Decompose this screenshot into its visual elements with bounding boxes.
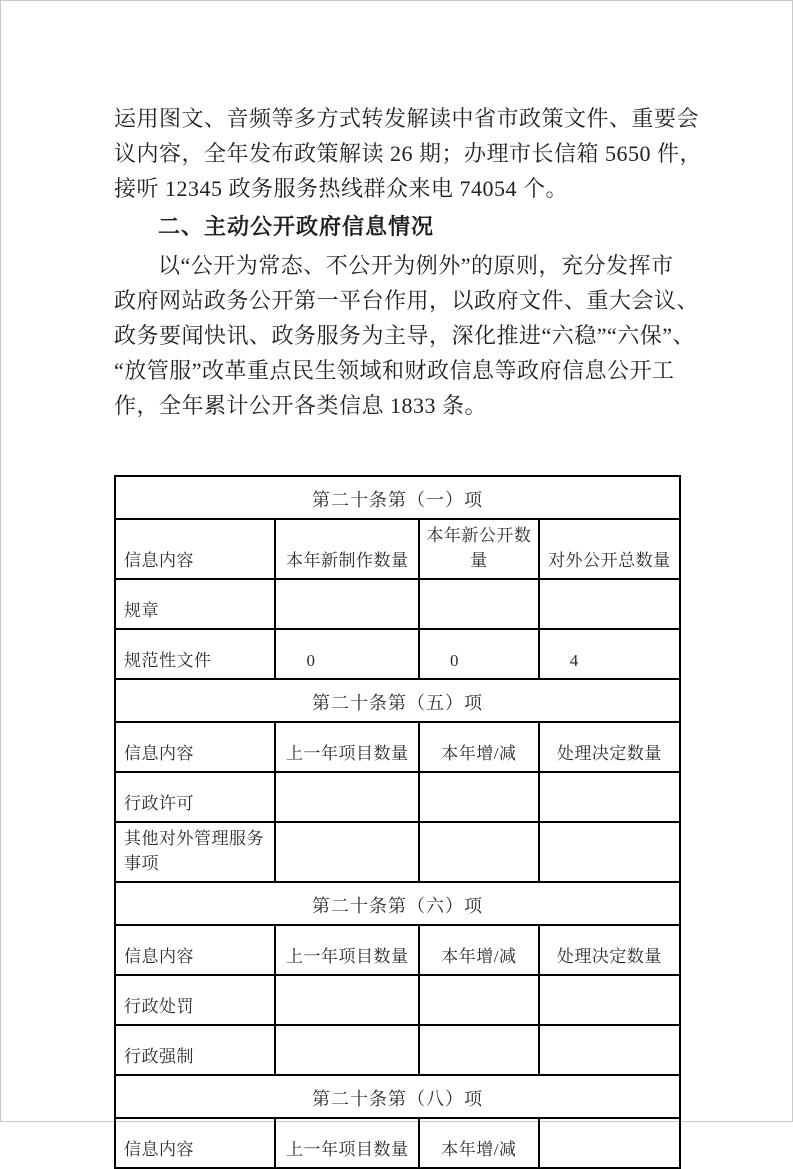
column-header: 信息内容 [115,1118,275,1168]
value-cell: 0 [275,629,419,679]
column-header: 本年增/减 [419,1118,539,1168]
table-header-row [115,722,680,772]
column-header: 处理决定数量 [539,722,680,772]
table-row [115,1025,680,1075]
row-label: 规范性文件 [115,629,275,679]
value-cell [539,772,680,822]
column-header: 本年新公开数量 [419,519,539,579]
row-label: 其他对外管理服务事项 [115,822,275,882]
value-cell: 0 [419,629,539,679]
value-cell [419,579,539,629]
table-header-row [115,925,680,975]
value-cell [419,975,539,1025]
column-header: 上一年项目数量 [275,1118,419,1168]
document-body [114,101,703,423]
table-header-row [115,1118,680,1168]
paragraph-line: 运用图文、音频等多方式转发解读中省市政策文件、重要会 [114,106,700,131]
table-section-title-row [115,679,680,722]
section-title: 第二十条第（一）项 [115,476,680,519]
disclosure-table [114,475,681,1169]
table-row [115,629,680,679]
value-cell [539,579,680,629]
column-header: 信息内容 [115,925,275,975]
paragraph-line: 政务要闻快讯、政务服务为主导，深化推进“六稳”“六保”、 [114,323,696,348]
section-heading: 二、主动公开政府信息情况 [158,214,435,239]
value-cell [419,772,539,822]
table-header-row [115,519,680,579]
paragraph-line: “放管服”改革重点民生领域和财政信息等政府信息公开工 [114,358,675,383]
column-header: 信息内容 [115,722,275,772]
section-title: 第二十条第（六）项 [115,882,680,925]
section-title: 第二十条第（五）项 [115,679,680,722]
table-section-title-row [115,882,680,925]
section-title: 第二十条第（八）项 [115,1075,680,1118]
row-label: 行政强制 [115,1025,275,1075]
column-header: 本年增/减 [419,722,539,772]
row-label: 规章 [115,579,275,629]
paragraph-line: 政府网站政务公开第一平台作用，以政府文件、重大会议、 [114,288,700,313]
table-section-title-row [115,476,680,519]
value-cell [275,822,419,882]
column-header: 信息内容 [115,519,275,579]
table-row [115,975,680,1025]
row-label: 行政许可 [115,772,275,822]
value-cell [275,772,419,822]
column-header: 对外公开总数量 [539,519,680,579]
column-header: 处理决定数量 [539,925,680,975]
paragraph-line: 以“公开为常态、不公开为例外”的原则，充分发挥市 [158,253,674,278]
value-cell [275,579,419,629]
paragraph-line: 作，全年累计公开各类信息 1833 条。 [114,393,488,418]
value-cell [275,1025,419,1075]
column-header: 上一年项目数量 [275,722,419,772]
table-section-title-row [115,1075,680,1118]
paragraph-line: 议内容，全年发布政策解读 26 期；办理市长信箱 5650 件， [114,141,703,166]
value-cell [539,1025,680,1075]
table-row [115,822,680,882]
row-label: 行政处罚 [115,975,275,1025]
value-cell [539,975,680,1025]
value-cell: 4 [539,629,680,679]
table-row [115,579,680,629]
table-row [115,772,680,822]
value-cell [275,975,419,1025]
value-cell [419,1025,539,1075]
paragraph-line: 接听 12345 政务服务热线群众来电 74054 个。 [114,176,569,201]
value-cell [539,822,680,882]
empty-cell [539,1118,680,1168]
column-header: 上一年项目数量 [275,925,419,975]
column-header: 本年新制作数量 [275,519,419,579]
column-header: 本年增/减 [419,925,539,975]
value-cell [419,822,539,882]
